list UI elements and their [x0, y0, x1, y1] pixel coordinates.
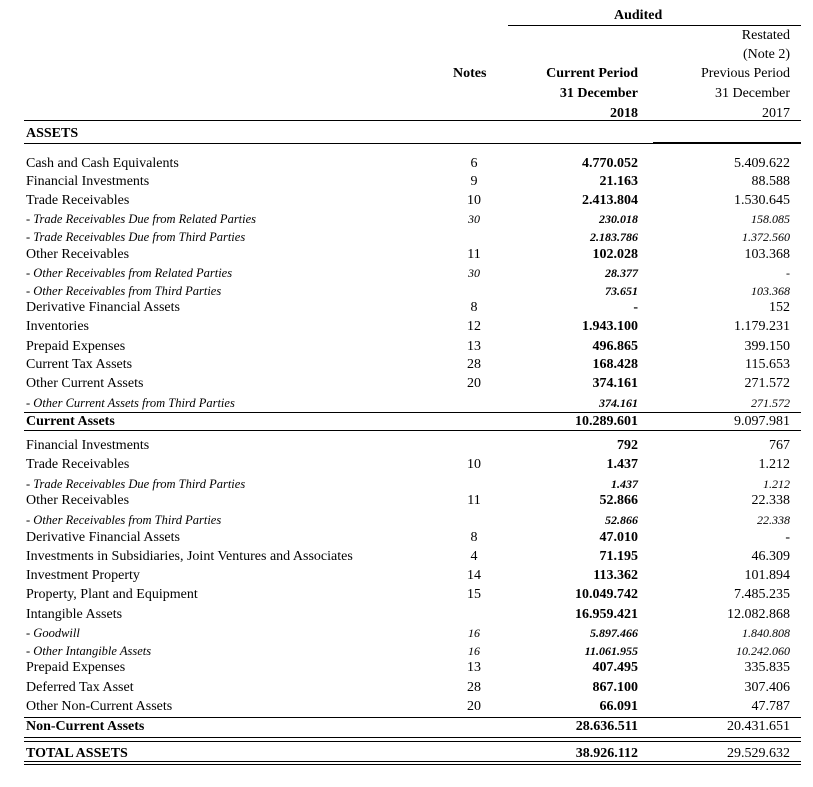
row-note: 10 — [467, 457, 481, 472]
current-assets-bottom-rule — [24, 430, 801, 431]
row-previous-value: 271.572 — [744, 376, 790, 391]
row-current-value: 47.010 — [599, 530, 638, 545]
row-current-value: 496.865 — [592, 339, 638, 354]
table-row — [0, 475, 813, 493]
row-current-value: 792 — [617, 438, 638, 453]
row-current-value: 66.091 — [599, 699, 638, 714]
row-previous-value: 7.485.235 — [734, 587, 790, 602]
row-current-value: 2.413.804 — [582, 193, 638, 208]
row-current-value: - — [633, 300, 638, 315]
row-label: Prepaid Expenses — [26, 660, 126, 675]
table-row — [0, 679, 813, 697]
total-row — [0, 413, 813, 431]
table-row — [0, 282, 813, 300]
row-current-value: 71.195 — [599, 549, 638, 564]
row-note: 20 — [467, 699, 481, 714]
row-previous-value: 88.588 — [751, 174, 790, 189]
row-current-value: 73.651 — [605, 284, 638, 298]
total-assets-double-rule — [24, 764, 801, 765]
row-current-value: 28.377 — [605, 266, 638, 280]
table-row — [0, 192, 813, 210]
row-previous-value: - — [786, 266, 790, 280]
row-label: Financial Investments — [26, 174, 150, 189]
row-note: 15 — [467, 587, 481, 602]
row-previous-value: 20.431.651 — [727, 719, 790, 734]
row-label: Trade Receivables — [26, 193, 130, 208]
row-note: 9 — [470, 174, 478, 189]
table-row — [0, 318, 813, 336]
row-note: 6 — [470, 156, 478, 171]
table-row — [0, 492, 813, 510]
row-note: 20 — [467, 376, 481, 391]
row-previous-value: 101.894 — [744, 568, 790, 583]
row-label: Investments in Subsidiaries, Joint Ventures and Associates — [26, 549, 353, 564]
row-note: 12 — [467, 319, 481, 334]
row-previous-value: 47.787 — [751, 699, 790, 714]
table-row — [0, 155, 813, 173]
row-previous-value: 1.530.645 — [734, 193, 790, 208]
table-row — [0, 456, 813, 474]
table-row — [0, 375, 813, 393]
row-label: Investment Property — [26, 568, 140, 583]
table-row — [0, 567, 813, 585]
row-previous-value: 22.338 — [757, 513, 790, 527]
row-label: Intangible Assets — [26, 607, 123, 622]
row-note: 11 — [467, 493, 481, 508]
row-previous-value: 46.309 — [751, 549, 790, 564]
row-previous-value: 152 — [769, 300, 790, 315]
row-note: 11 — [467, 247, 481, 262]
row-current-value: 374.161 — [599, 396, 638, 410]
total-row — [0, 718, 813, 736]
current-period-date: 31 December — [559, 86, 638, 101]
row-current-value: 4.770.052 — [582, 156, 638, 171]
row-previous-value: 5.409.622 — [734, 156, 790, 171]
row-note: 13 — [467, 339, 481, 354]
row-previous-value: 399.150 — [744, 339, 790, 354]
table-row — [0, 548, 813, 566]
row-previous-value: 1.372.560 — [742, 230, 790, 244]
row-label: - Trade Receivables Due from Third Parties — [26, 230, 246, 244]
row-current-value: 230.018 — [599, 212, 638, 226]
current-period-year: 2018 — [610, 106, 638, 121]
table-row — [0, 586, 813, 604]
row-note: 13 — [467, 660, 481, 675]
row-current-value: 10.289.601 — [575, 414, 638, 429]
row-label: Other Current Assets — [26, 376, 144, 391]
row-note: 30 — [468, 266, 480, 280]
row-previous-value: 103.368 — [751, 284, 790, 298]
row-label: Other Non-Current Assets — [26, 699, 173, 714]
row-previous-value: 1.179.231 — [734, 319, 790, 334]
row-current-value: 21.163 — [599, 174, 638, 189]
notes-column-header: Notes — [453, 66, 487, 81]
row-label: Other Receivables — [26, 247, 130, 262]
row-label: - Other Receivables from Third Parties — [26, 513, 222, 527]
table-row — [0, 264, 813, 282]
row-current-value: 52.866 — [599, 493, 638, 508]
table-row — [0, 210, 813, 228]
row-note: 10 — [467, 193, 481, 208]
previous-period-year: 2017 — [762, 106, 790, 121]
row-current-value: 1.943.100 — [582, 319, 638, 334]
row-previous-value: 1.840.808 — [742, 626, 790, 640]
table-row — [0, 394, 813, 412]
row-previous-value: 22.338 — [751, 493, 790, 508]
current-assets-top-rule — [24, 412, 801, 413]
row-previous-value: 12.082.868 — [727, 607, 790, 622]
row-current-value: 374.161 — [592, 376, 638, 391]
row-note: 14 — [467, 568, 481, 583]
row-current-value: 28.636.511 — [575, 719, 638, 734]
row-label: Non-Current Assets — [26, 719, 145, 734]
row-current-value: 52.866 — [605, 513, 638, 527]
row-label: - Other Receivables from Third Parties — [26, 284, 222, 298]
current-period-title: Current Period — [546, 66, 638, 81]
row-current-value: 1.437 — [611, 477, 638, 491]
row-previous-value: 1.212 — [758, 457, 790, 472]
row-label: - Other Receivables from Related Parties — [26, 266, 233, 280]
row-previous-value: 158.085 — [751, 212, 790, 226]
row-label: - Trade Receivables Due from Third Parties — [26, 477, 246, 491]
row-previous-value: 271.572 — [751, 396, 790, 410]
row-label: Property, Plant and Equipment — [26, 587, 198, 602]
row-note: 16 — [468, 626, 480, 640]
row-current-value: 867.100 — [592, 680, 638, 695]
row-previous-value: 767 — [769, 438, 790, 453]
table-row — [0, 606, 813, 624]
table-row — [0, 642, 813, 660]
table-row — [0, 529, 813, 547]
non-current-assets-top-rule — [24, 717, 801, 718]
row-current-value: 2.183.786 — [590, 230, 638, 244]
row-note: 28 — [467, 357, 481, 372]
row-note: 16 — [468, 644, 480, 658]
row-current-value: 16.959.421 — [575, 607, 638, 622]
row-label: - Other Intangible Assets — [26, 644, 152, 658]
previous-note-ref: (Note 2) — [742, 47, 790, 62]
non-current-assets-bottom-rule — [24, 737, 801, 738]
row-label: Deferred Tax Asset — [26, 680, 134, 695]
row-label: - Goodwill — [26, 626, 80, 640]
table-row — [0, 356, 813, 374]
row-previous-value: 1.212 — [763, 477, 790, 491]
row-current-value: 5.897.466 — [590, 626, 638, 640]
row-label: Financial Investments — [26, 438, 150, 453]
table-row — [0, 437, 813, 455]
row-label: Prepaid Expenses — [26, 339, 126, 354]
row-current-value: 38.926.112 — [575, 746, 638, 761]
table-row — [0, 246, 813, 264]
previous-period-title: Previous Period — [700, 66, 790, 81]
row-label: Other Receivables — [26, 493, 130, 508]
header-bottom-rule — [24, 120, 801, 121]
row-label: TOTAL ASSETS — [26, 746, 128, 761]
row-note: 8 — [470, 300, 478, 315]
row-previous-value: 307.406 — [744, 680, 790, 695]
row-label: Inventories — [26, 319, 89, 334]
row-current-value: 168.428 — [592, 357, 638, 372]
row-label: Current Assets — [26, 414, 115, 429]
table-row — [0, 173, 813, 191]
table-row — [0, 299, 813, 317]
previous-restated-label: Restated — [741, 28, 790, 43]
row-previous-value: 9.097.981 — [734, 414, 790, 429]
row-note: 28 — [467, 680, 481, 695]
row-note: 30 — [468, 212, 480, 226]
row-current-value: 407.495 — [592, 660, 638, 675]
row-current-value: 10.049.742 — [575, 587, 638, 602]
row-previous-value: 10.242.060 — [736, 644, 790, 658]
row-previous-value: 335.835 — [744, 660, 790, 675]
row-label: Derivative Financial Assets — [26, 300, 180, 315]
row-label: Trade Receivables — [26, 457, 130, 472]
row-current-value: 113.362 — [593, 568, 638, 583]
row-current-value: 102.028 — [592, 247, 638, 262]
row-note: 4 — [470, 549, 478, 564]
row-label: - Other Current Assets from Third Parties — [26, 396, 235, 410]
row-previous-value: 103.368 — [744, 247, 790, 262]
table-row — [0, 624, 813, 642]
row-label: - Trade Receivables Due from Related Parties — [26, 212, 257, 226]
row-previous-value: - — [785, 530, 790, 545]
row-label: Current Tax Assets — [26, 357, 133, 372]
row-previous-value: 115.653 — [745, 357, 790, 372]
total-assets-top-rule — [24, 741, 801, 742]
total-assets-bottom-rule — [24, 761, 801, 762]
audited-heading: Audited — [614, 8, 663, 23]
row-current-value: 1.437 — [606, 457, 638, 472]
row-label: Cash and Cash Equivalents — [26, 156, 179, 171]
table-row — [0, 659, 813, 677]
row-label: Derivative Financial Assets — [26, 530, 180, 545]
row-note: 8 — [470, 530, 478, 545]
table-row — [0, 228, 813, 246]
row-previous-value: 29.529.632 — [727, 746, 790, 761]
assets-heading-rule — [24, 143, 801, 144]
table-row — [0, 511, 813, 529]
row-current-value: 11.061.955 — [584, 644, 638, 658]
table-row — [0, 338, 813, 356]
assets-heading: ASSETS — [26, 126, 79, 141]
table-row — [0, 698, 813, 716]
previous-period-date: 31 December — [714, 86, 790, 101]
